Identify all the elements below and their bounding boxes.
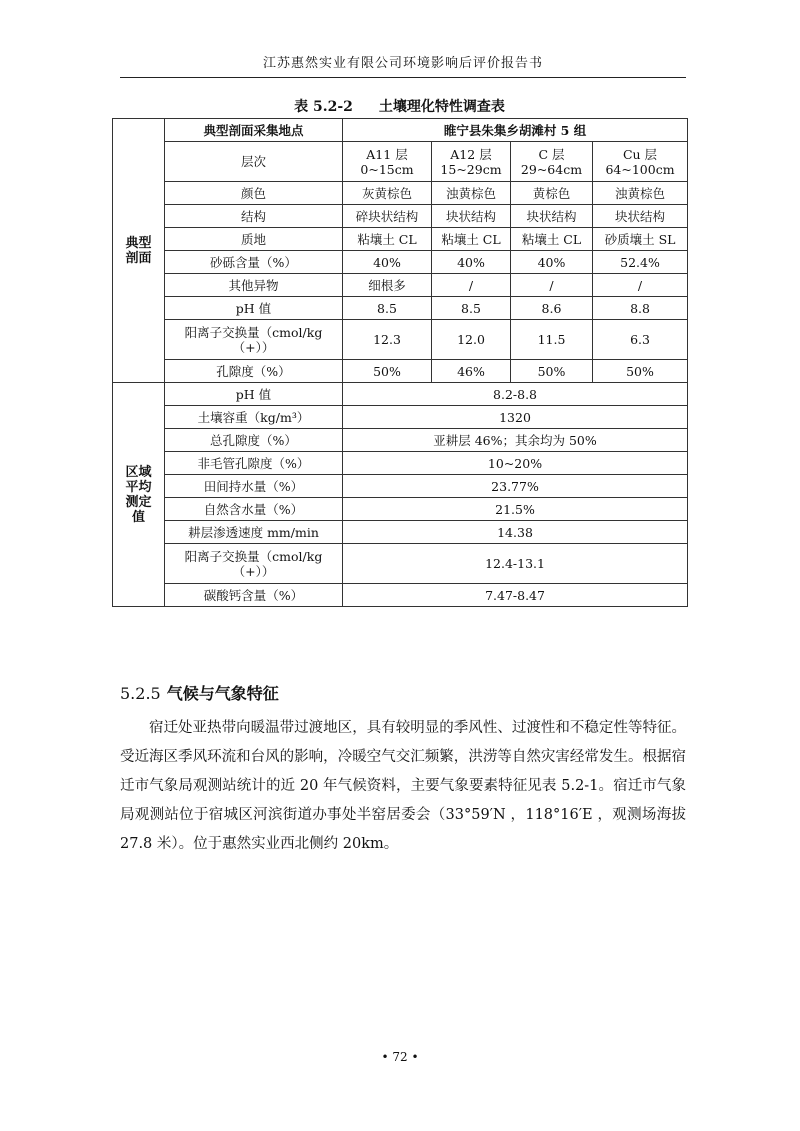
table-cell: 40% [511, 251, 593, 274]
table-cell: / [593, 274, 688, 297]
layer-depth: 15~29cm [440, 161, 502, 177]
table-cell: 亚耕层 46%；其余均为 50% [343, 429, 688, 452]
table-cell: 14.38 [343, 521, 688, 544]
table-cell: 灰黄棕色 [343, 182, 432, 205]
table-row [113, 544, 688, 584]
table-title [112, 96, 687, 116]
table-cell: 细根多 [343, 274, 432, 297]
table-row [113, 142, 688, 182]
table-cell: 8.8 [593, 297, 688, 320]
row-label: 非毛管孔隙度（%） [165, 452, 343, 475]
group-regional-label: 区域平均测定值 [125, 464, 152, 525]
table-cell: 1320 [343, 406, 688, 429]
table-row [113, 297, 688, 320]
table-cell: 粘壤土 CL [511, 228, 593, 251]
table-row [113, 584, 688, 607]
table-row [113, 521, 688, 544]
table-row [113, 406, 688, 429]
row-label: 自然含水量（%） [165, 498, 343, 521]
layer-name: Cu 层 [622, 146, 658, 162]
layer-cell [511, 142, 593, 182]
table-cell: 8.5 [432, 297, 511, 320]
table-cell: 粘壤土 CL [432, 228, 511, 251]
layer-cell [343, 142, 432, 182]
table-cell: 块状结构 [432, 205, 511, 228]
row-label: 质地 [165, 228, 343, 251]
layer-name: A11 层 [366, 146, 408, 162]
table-row [113, 320, 688, 360]
layer-name: C 层 [538, 146, 565, 162]
row-label: 其他异物 [165, 274, 343, 297]
table-cell: 50% [511, 360, 593, 383]
row-label: 碳酸钙含量（%） [165, 584, 343, 607]
table-cell: 10~20% [343, 452, 688, 475]
row-label: 孔隙度（%） [165, 360, 343, 383]
table-cell: 23.77% [343, 475, 688, 498]
table-row [113, 274, 688, 297]
page-header: 江苏惠然实业有限公司环境影响后评价报告书 [120, 52, 686, 78]
table-row [113, 429, 688, 452]
table-cell: 12.3 [343, 320, 432, 360]
table-row [113, 360, 688, 383]
table-cell: 8.5 [343, 297, 432, 320]
row-label: 颜色 [165, 182, 343, 205]
table-number: 表 5.2-2 [294, 99, 353, 115]
table-cell: 块状结构 [593, 205, 688, 228]
table-caption: 土壤理化特性调查表 [378, 99, 505, 115]
row-label: pH 值 [165, 297, 343, 320]
table-row [113, 182, 688, 205]
row-label: 砂砾含量（%） [165, 251, 343, 274]
table-cell: 浊黄棕色 [593, 182, 688, 205]
row-label: 田间持水量（%） [165, 475, 343, 498]
table-cell: 21.5% [343, 498, 688, 521]
layer-depth: 0~15cm [360, 161, 414, 177]
table-row [113, 475, 688, 498]
table-cell: 黄棕色 [511, 182, 593, 205]
table-cell: 8.2-8.8 [343, 383, 688, 406]
table-cell: 52.4% [593, 251, 688, 274]
site-label: 典型剖面采集地点 [165, 119, 343, 142]
row-label: 总孔隙度（%） [165, 429, 343, 452]
layer-cell [432, 142, 511, 182]
table-cell: 6.3 [593, 320, 688, 360]
row-label: 结构 [165, 205, 343, 228]
row-label: 阳离子交换量（cmol/kg（+）） [165, 544, 343, 584]
table-cell: 46% [432, 360, 511, 383]
table-cell: 8.6 [511, 297, 593, 320]
section-heading [120, 681, 279, 704]
table-cell: 12.4-13.1 [343, 544, 688, 584]
table-row [113, 205, 688, 228]
table-cell: 40% [343, 251, 432, 274]
table-cell: 块状结构 [511, 205, 593, 228]
table-cell: / [432, 274, 511, 297]
table-row [113, 119, 688, 142]
site-value: 睢宁县朱集乡胡滩村 5 组 [343, 119, 688, 142]
row-label: pH 值 [165, 383, 343, 406]
table-cell: 50% [593, 360, 688, 383]
section-number: 5.2.5 [120, 684, 161, 703]
layer-name: A12 层 [450, 146, 492, 162]
table-row [113, 251, 688, 274]
group-typical-profile: 典型剖面 [113, 119, 165, 383]
layer-depth: 64~100cm [605, 161, 675, 177]
row-label: 土壤容重（kg/m³） [165, 406, 343, 429]
layer-depth: 29~64cm [520, 161, 583, 177]
table-cell: 7.47-8.47 [343, 584, 688, 607]
page-number: • 72 • [381, 1050, 419, 1064]
table-cell: 浊黄棕色 [432, 182, 511, 205]
row-label: 阳离子交换量（cmol/kg（+）） [165, 320, 343, 360]
group-regional-average [113, 383, 165, 607]
table-cell: / [511, 274, 593, 297]
layer-cell [593, 142, 688, 182]
table-cell: 碎块状结构 [343, 205, 432, 228]
table-cell: 40% [432, 251, 511, 274]
table-row [113, 452, 688, 475]
table-cell: 砂质壤土 SL [593, 228, 688, 251]
table-row [113, 383, 688, 406]
soil-properties-table [112, 118, 688, 607]
row-label: 耕层渗透速度 mm/min [165, 521, 343, 544]
table-row [113, 228, 688, 251]
table-cell: 12.0 [432, 320, 511, 360]
section-title: 气候与气象特征 [166, 684, 279, 703]
layer-label: 层次 [165, 142, 343, 182]
table-cell: 50% [343, 360, 432, 383]
table-cell: 粘壤土 CL [343, 228, 432, 251]
table-row [113, 498, 688, 521]
table-cell: 11.5 [511, 320, 593, 360]
climate-paragraph: 宿迁处亚热带向暖温带过渡地区，具有较明显的季风性、过渡性和不稳定性等特征。受近海区季风环流和台风的影响，冷暖空气交汇频繁，洪涝等自然灾害经常发生。根据宿迁市气象局观测站统计的近 20 年气候资料，主要气象要素特征见表 5.2-1。宿迁市气象局观测站位于宿城区河滨街道办事处半窑居委会（33°59′N ，118°16′E ，观测场海拔 27.8 米）。位于惠然实业西北侧约 20km。 [120, 720, 686, 852]
